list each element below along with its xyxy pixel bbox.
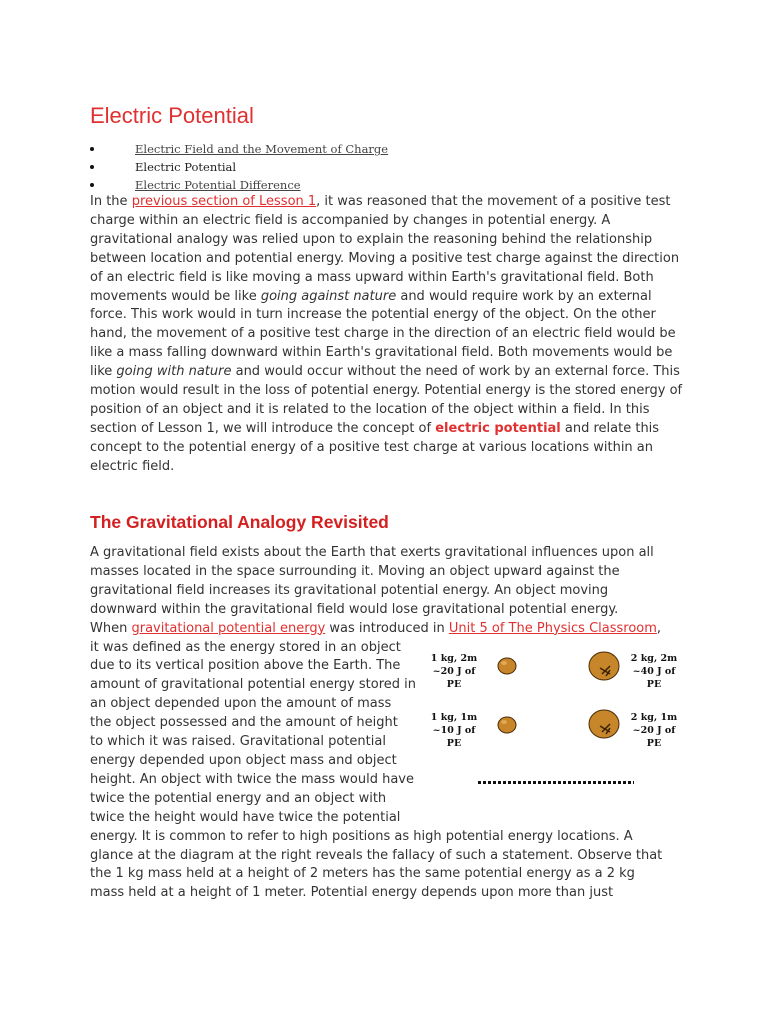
text-line: twice the potential energy and an object with (90, 790, 387, 806)
text-line: energy depended upon object mass and object (90, 752, 397, 768)
subnav-item-potential-difference[interactable] (90, 176, 388, 194)
text-line: twice the height would have twice the potential (90, 809, 401, 825)
bullet-icon (90, 183, 94, 187)
ground-line (478, 781, 634, 784)
label-mass-height: 2 kg, 1m (630, 712, 678, 723)
text-line: to which it was raised. Gravitational potential (90, 734, 386, 750)
key-term: electric potential (435, 420, 561, 436)
bullet-icon (90, 147, 94, 151)
text-line: A gravitational field exists about the Earth that exerts gravitational influences upon all (90, 545, 654, 560)
subnav-link[interactable]: Electric Field and the Movement of Charge (135, 142, 389, 156)
diagram-label (624, 711, 684, 750)
lesson-subnav (90, 140, 388, 194)
label-energy: ~20 J of PE (432, 666, 476, 690)
subnav-link[interactable]: Electric Potential Difference (135, 178, 301, 192)
large-rock-icon (586, 650, 624, 682)
text-line: masses located in the space surrounding it. Moving an object upward against the (90, 563, 620, 579)
text: , (656, 620, 662, 636)
text-line: energy. It is common to refer to high positions as high potential energy locations. A (90, 828, 633, 844)
diagram-label (624, 652, 684, 691)
bullet-icon (90, 165, 94, 169)
unit5-link[interactable]: Unit 5 of The Physics Classroom (448, 620, 657, 636)
diagram-label (430, 652, 478, 691)
emphasis-text: going with nature (116, 364, 232, 380)
text-line: the object possessed and the amount of height (90, 715, 398, 731)
text-line: glance at the diagram at the right reveals the fallacy of such a statement. Observe that (90, 847, 663, 863)
subnav-item-field-movement[interactable] (90, 140, 388, 158)
text-line (90, 620, 686, 639)
previous-section-link[interactable]: previous section of Lesson 1 (131, 194, 317, 209)
text: and would require work by an external force. This work would in turn increase the potential energy of the object. On the other hand, the movement of a positive test charge in the direction of an electric field would be like a mass falling downward within Earth's gravitational field. Both movements would be like (90, 288, 676, 380)
text: In the (90, 194, 132, 209)
section-heading: The Gravitational Analogy Revisited (90, 512, 389, 532)
small-rock-icon (495, 714, 521, 736)
wrapped-text (90, 639, 417, 828)
text-line: gravitational field increases its gravitational potential energy. An object moving (90, 582, 609, 598)
label-mass-height: 2 kg, 2m (630, 653, 678, 664)
text-line: the 1 kg mass held at a height of 2 meters has the same potential energy as a 2 kg (90, 866, 635, 882)
intro-paragraph (90, 193, 686, 477)
emphasis-text: going against nature (260, 288, 397, 304)
text: and would occur without the need of work by an external force. This motion would result in the loss of potential energy. Potential energy is the stored energy of position of an object and it is related to the location of the object within a field. In this section of Lesson 1, we will introduce the concept of (90, 364, 683, 436)
text-line: an object depended upon the amount of mass (90, 696, 392, 712)
subnav-label: Electric Potential (135, 160, 237, 174)
text: When (90, 620, 132, 636)
label-energy: ~10 J of PE (432, 725, 476, 749)
text-line: due to its vertical position above the Earth. The (90, 658, 401, 674)
label-energy: ~40 J of PE (632, 666, 676, 690)
text: was introduced in (325, 620, 449, 636)
page-title: Electric Potential (90, 103, 254, 128)
small-rock-icon (495, 655, 521, 677)
text-line: downward within the gravitational field would lose gravitational potential energy. (90, 601, 619, 617)
label-mass-height: 1 kg, 1m (430, 712, 478, 723)
text: and relate this concept to the potential energy of a positive test charge at various locations within an electric field. (90, 420, 660, 474)
label-energy: ~20 J of PE (632, 725, 676, 749)
text-line: mass held at a height of 1 meter. Potential energy depends upon more than just (90, 885, 614, 901)
large-rock-icon (586, 708, 624, 740)
text-line: amount of gravitational potential energy stored in (90, 677, 417, 693)
label-mass-height: 1 kg, 2m (430, 653, 478, 664)
gpe-link[interactable]: gravitational potential energy (131, 620, 326, 636)
diagram-label (430, 711, 478, 750)
text-line: it was defined as the energy stored in an object (90, 639, 401, 655)
text-line: height. An object with twice the mass would have (90, 771, 414, 787)
text: , it was reasoned that the movement of a positive test charge within an electric field is accompanied by changes in potential energy. A gravitational analogy was relied upon to explain the reasoning behind the relationship between location and potential energy. Moving a positive test charge against the direction of an electric field is like moving a mass upward within Earth's gravitational field. Both movements would be like (90, 194, 680, 304)
subnav-item-electric-potential (90, 158, 388, 176)
